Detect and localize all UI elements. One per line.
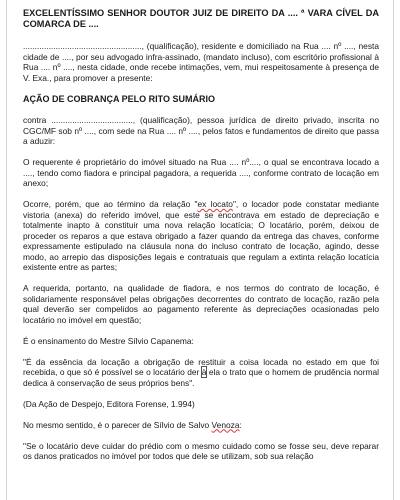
document-body (23, 8, 379, 472)
doctrine-intro-2-text-a: No mesmo sentido, é o parecer de Sílvio de Salvo (23, 419, 212, 430)
facts-paragraph-2 (23, 199, 379, 273)
doctrine-intro-1-text: É o ensinamento do Mestre Sílvio Capanema: (23, 335, 194, 346)
quote-capanema-text-b: ela o trato que o homem de prudência normal dedica à conservação de seus próprios bens". (23, 367, 379, 388)
text-cursor-mark: à (201, 367, 207, 377)
doctrine-intro-2 (23, 420, 379, 431)
spellcheck-flag-ex-locato: ex locato (197, 199, 233, 209)
doctrine-intro-1 (23, 336, 379, 347)
facts-3-text: A requerida, portanto, na qualidade de fiadora, e nos termos do contrato de locação, é solidariamente responsável pelas obrigações decorrentes do contrato de locação, razão pela qual deverão ser compelidos ao pagamento referente às depreciações ocasionadas pelo locatário no imóvel em questão; (23, 283, 379, 325)
citation-capanema (23, 399, 379, 410)
intro-text: ..................................................., (qualificação), residente e domiciliado na Rua .... nº ...., nesta cidade de ...., por seu advogado infra-assinado, (mandato incluso), com escritório profissional à Rua .... nº ...., nesta cidade, onde recebe intimações, vem, mui respeitosamente à presença de V. Exa., para promover a presente: (23, 41, 379, 83)
intro-paragraph (23, 41, 379, 83)
document-heading (23, 8, 379, 30)
contra-text: contra ..................................., (qualificação), pessoa jurídica de direito privado, inscrita no CGC/MF sob nº ...., com sede na Rua .... nº ...., pelos fatos e fundamentos de direito que passa a aduzir: (23, 115, 379, 146)
facts-paragraph-3 (23, 283, 379, 325)
heading-text: EXCELENTÍSSIMO SENHOR DOUTOR JUIZ DE DIREITO DA .... ª VARA CÍVEL DA COMARCA DE .... (23, 8, 379, 29)
page-left-edge (6, 0, 7, 500)
contra-paragraph (23, 115, 379, 147)
spellcheck-flag-venoza: Venoza (211, 419, 240, 430)
action-title: AÇÃO DE COBRANÇA PELO RITO SUMÁRIO (23, 93, 216, 104)
page-right-edge (393, 0, 394, 500)
quote-capanema-text-a: "É da essência da locação a obrigação de restituir a coisa locada no estado em que foi recebida, o que só é possível se o locatário der (23, 356, 379, 377)
doctrine-intro-2-text-b: : (239, 419, 242, 430)
facts-1-text: O requerente é proprietário do imóvel situado na Rua .... nº...., o qual se encontrava locado a ...., tendo como fiadora e principal pagadora, a requerida ...., conforme contrato de locação em anexo; (23, 157, 379, 188)
facts-2-text-a: Ocorre, porém, que ao término da relação " (23, 199, 198, 209)
quote-venoza (23, 441, 379, 462)
quote-venoza-text: "Se o locatário deve cuidar do prédio com o mesmo cuidado como se fosse seu, deve reparar os danos praticados no imóvel por todos que dele se utilizam, sob sua relação (23, 440, 379, 461)
quote-capanema (23, 357, 379, 389)
citation-capanema-text: (Da Ação de Despejo, Editora Forense, 1.994) (23, 398, 195, 409)
facts-paragraph-1 (23, 157, 379, 189)
facts-2-text-b: ", o locador pode constatar mediante vistoria (anexa) do referido imóvel, que este se encontrava em estado de depreciação e totalmente inapto à constituir uma nova relação locatícia; O locatário, porém, deixou de proceder os reparos a que estava obrigado a fazer quando da entrega das chaves, conforme expressamente estipulado na cláusula nona do incluso contrato de locação, agindo, desse modo, ao arrepio das disposições legais e contratuais que regulam a extinta relação locatícia existente entre as partes; (23, 199, 380, 272)
